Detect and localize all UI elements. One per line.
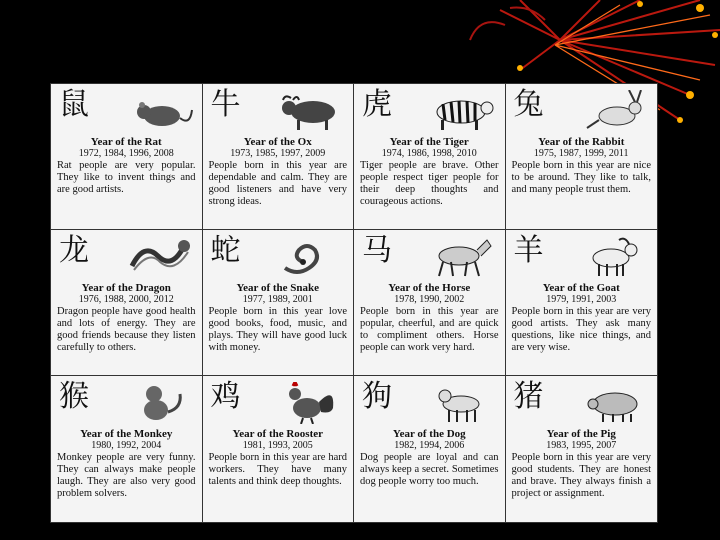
zodiac-cell-11	[506, 376, 658, 522]
rooster-icon	[275, 382, 345, 424]
zodiac-cell-10	[354, 376, 506, 522]
zodiac-years: 1972, 1984, 1996, 2008	[78, 148, 174, 159]
zodiac-description: People born in this year are very good artists. They ask many questions, like nice things, and are very wise.	[511, 306, 651, 353]
zodiac-years: 1980, 1992, 2004	[91, 440, 162, 451]
zodiac-title: Year of the Monkey	[80, 428, 173, 440]
chinese-character: 鼠	[59, 87, 89, 122]
zodiac-years: 1974, 1986, 1998, 2010	[381, 148, 477, 159]
zodiac-title: Year of the Rabbit	[538, 136, 625, 148]
zodiac-description: People born in this year love good books, food, music, and plays. They will have good luck with money.	[208, 306, 347, 353]
chinese-character: 龙	[59, 233, 89, 268]
zodiac-title: Year of the Goat	[542, 282, 620, 294]
cell-header	[512, 380, 652, 426]
zodiac-description: People born in this year are popular, cheerful, and are quick to compliment others. Horse people can work very hard.	[360, 306, 499, 353]
chinese-character: 羊	[513, 233, 544, 268]
cell-header	[57, 234, 196, 280]
zodiac-cell-9	[203, 376, 355, 522]
zodiac-description: Dog people are loyal and can always keep a secret. Sometimes dog people worry too much.	[360, 452, 499, 487]
goat-icon	[579, 236, 649, 278]
cell-header	[360, 88, 499, 134]
rat-icon	[124, 90, 194, 132]
cell-header	[360, 380, 499, 426]
zodiac-description: Tiger people are brave. Other people respect tiger people for their deep thoughts and courageous actions.	[360, 160, 499, 207]
zodiac-years: 1981, 1993, 2005	[242, 440, 313, 451]
horse-icon	[427, 236, 497, 278]
cell-header	[209, 88, 348, 134]
zodiac-description: People born in this year are very good students. They are honest and brave. They always finish a project or assignment.	[511, 452, 651, 499]
chinese-character: 马	[362, 233, 392, 268]
chinese-character: 狗	[362, 379, 392, 414]
chinese-character: 牛	[210, 87, 241, 122]
zodiac-cell-8	[51, 376, 203, 522]
cell-header	[512, 88, 652, 134]
zodiac-description: Rat people are very popular. They like to invent things and are good artists.	[57, 160, 196, 195]
zodiac-cell-7	[506, 230, 658, 376]
cell-header	[209, 380, 348, 426]
dragon-icon	[124, 236, 194, 278]
zodiac-title: Year of the Snake	[236, 282, 320, 294]
pig-icon	[579, 382, 649, 424]
chinese-character: 虎	[362, 87, 392, 122]
chinese-character: 鸡	[210, 379, 241, 414]
zodiac-title: Year of the Rooster	[232, 428, 324, 440]
zodiac-years: 1977, 1989, 2001	[242, 294, 313, 305]
monkey-icon	[124, 382, 194, 424]
zodiac-years: 1973, 1985, 1997, 2009	[230, 148, 326, 159]
zodiac-cell-2	[354, 84, 506, 230]
zodiac-chart	[50, 83, 658, 523]
cell-header	[57, 88, 196, 134]
zodiac-years: 1976, 1988, 2000, 2012	[78, 294, 174, 305]
chinese-character: 兔	[513, 87, 544, 122]
chinese-character: 蛇	[210, 233, 241, 268]
tiger-icon	[427, 90, 497, 132]
zodiac-title: Year of the Pig	[546, 428, 616, 440]
cell-header	[512, 234, 652, 280]
zodiac-cell-0	[51, 84, 203, 230]
zodiac-title: Year of the Rat	[90, 136, 162, 148]
zodiac-years: 1983, 1995, 2007	[546, 440, 617, 451]
cell-header	[360, 234, 499, 280]
zodiac-title: Year of the Dragon	[81, 282, 171, 294]
zodiac-years: 1982, 1994, 2006	[394, 440, 465, 451]
zodiac-title: Year of the Horse	[388, 282, 471, 294]
zodiac-cell-1	[203, 84, 355, 230]
rabbit-icon	[579, 90, 649, 132]
dog-icon	[427, 382, 497, 424]
ox-icon	[275, 90, 345, 132]
zodiac-years: 1979, 1991, 2003	[546, 294, 617, 305]
zodiac-cell-3	[506, 84, 658, 230]
zodiac-cell-6	[354, 230, 506, 376]
zodiac-years: 1975, 1987, 1999, 2011	[533, 148, 629, 159]
snake-icon	[275, 236, 345, 278]
zodiac-cell-4	[51, 230, 203, 376]
zodiac-cell-5	[203, 230, 355, 376]
zodiac-years: 1978, 1990, 2002	[394, 294, 465, 305]
cell-header	[209, 234, 348, 280]
zodiac-title: Year of the Ox	[243, 136, 312, 148]
zodiac-description: Dragon people have good health and lots of energy. They are good friends because they listen carefully to others.	[57, 306, 196, 353]
cell-header	[57, 380, 196, 426]
zodiac-description: People born in this year are hard workers. They have many talents and think deep thoughts.	[208, 452, 347, 487]
chinese-character: 猴	[59, 379, 89, 414]
zodiac-title: Year of the Dog	[392, 428, 466, 440]
zodiac-description: Monkey people are very funny. They can always make people laugh. They are also very good problem solvers.	[57, 452, 196, 499]
chinese-character: 猪	[513, 379, 544, 414]
zodiac-description: People born in this year are dependable and calm. They are good listeners and have very strong ideas.	[208, 160, 347, 207]
zodiac-description: People born in this year are nice to be around. They like to talk, and many people trust them.	[511, 160, 651, 195]
zodiac-title: Year of the Tiger	[389, 136, 469, 148]
